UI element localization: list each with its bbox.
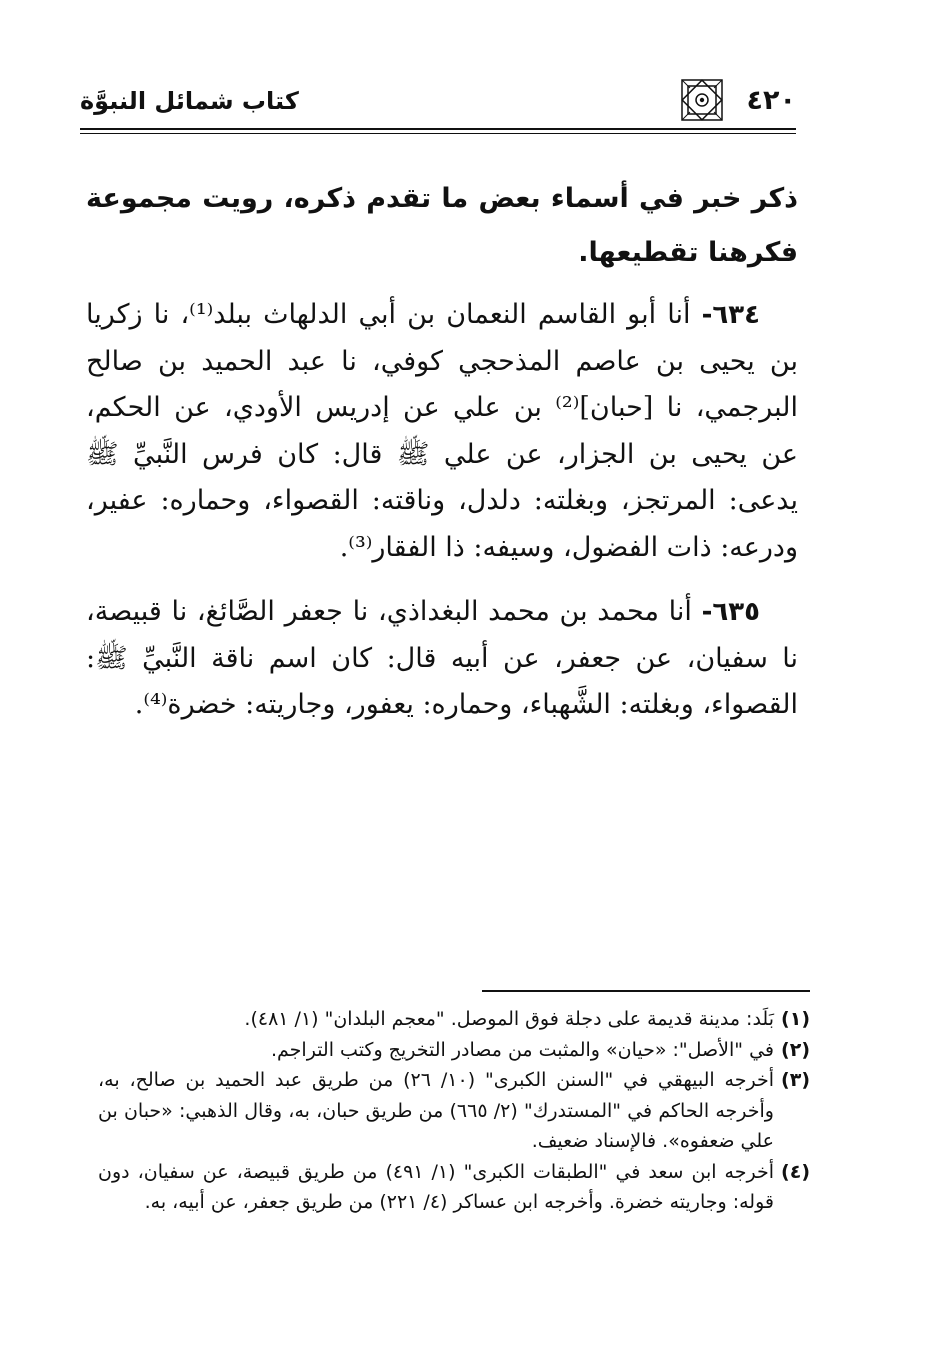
header-rule-thin [80, 133, 796, 134]
footnote-text: أخرجه ابن سعد في "الطبقات الكبرى" (١/ ٤٩١) من طريق قبيصة، عن سفيان، دون قوله: وجاريته خضرة. وأخرجه ابن عساكر (٤/ ٢٢١) من طريق جعفر، عن أبيه، به. [98, 1160, 774, 1213]
main-text [86, 172, 798, 747]
page-number: ٤٢٠ [746, 85, 796, 116]
eight-point-star-ornament-icon [680, 78, 724, 122]
footnote-item [98, 1035, 810, 1066]
footnotes [98, 1004, 810, 1218]
header-rule [80, 128, 796, 130]
footnote-mark: (١) [781, 1008, 810, 1030]
footnote-separator [482, 990, 810, 992]
hadith-paragraph [86, 589, 798, 729]
running-header [80, 78, 796, 130]
hadith-paragraph [86, 292, 798, 571]
footnote-item [98, 1065, 810, 1157]
footnote-mark: (٣) [781, 1069, 810, 1091]
hadith-text: أنا أبو القاسم النعمان بن أبي الدلهاث ببلد⁽¹⁾، نا زكريا بن يحيى بن عاصم المذحجي كوفي، نا عبد الحميد بن صالح البرجمي، نا [حبان]⁽²⁾ بن علي عن إدريس الأودي، عن الحكم، عن يحيى بن الجزار، عن علي ﷺ قال: كان فرس النَّبيِّ ﷺ يدعى: المرتجز، وبغلته: دلدل، وناقته: القصواء، وحماره: عفير، ودرعه: ذات الفضول، وسيفه: ذا الفقار⁽³⁾. [86, 299, 799, 563]
hadith-number: ٦٣٥- [701, 597, 760, 627]
book-title: كتاب شمائل النبوَّة [80, 87, 299, 115]
footnote-mark: (٢) [781, 1038, 810, 1061]
footnote-mark: (٤) [781, 1160, 810, 1183]
footnote-text: في "الأصل": «حيان» والمثبت من مصادر التخريج وكتب التراجم. [271, 1038, 774, 1061]
chapter-heading: ذكر خبر في أسماء بعض ما تقدم ذكره، رويت مجموعة فكرهنا تقطيعها. [86, 183, 798, 268]
hadith-text: أنا محمد بن محمد البغداذي، نا جعفر الصَّائغ، نا قبيصة، نا سفيان، عن جعفر، عن أبيه قال: كان اسم ناقة النَّبيِّ ﷺ: القصواء، وبغلته: الشَّهباء، وحماره: يعفور، وجاريته: خضرة⁽⁴⁾. [86, 596, 798, 720]
footnote-text: أخرجه البيهقي في "السنن الكبرى" (١٠/ ٢٦) من طريق عبد الحميد بن صالح، به، وأخرجه الحاكم في "المستدرك" (٢/ ٦٦٥) من طريق حبان، به، وقال الذهبي: «حبان بن علي ضعفوه». فالإسناد ضعيف. [98, 1069, 774, 1152]
hadith-number: ٦٣٤- [701, 300, 760, 330]
footnote-item [98, 1157, 810, 1218]
footnote-text: بَلَد: مدينة قديمة على دجلة فوق الموصل. "معجم البلدان" (١/ ٤٨١). [244, 1008, 774, 1030]
footnote-item [98, 1004, 810, 1035]
